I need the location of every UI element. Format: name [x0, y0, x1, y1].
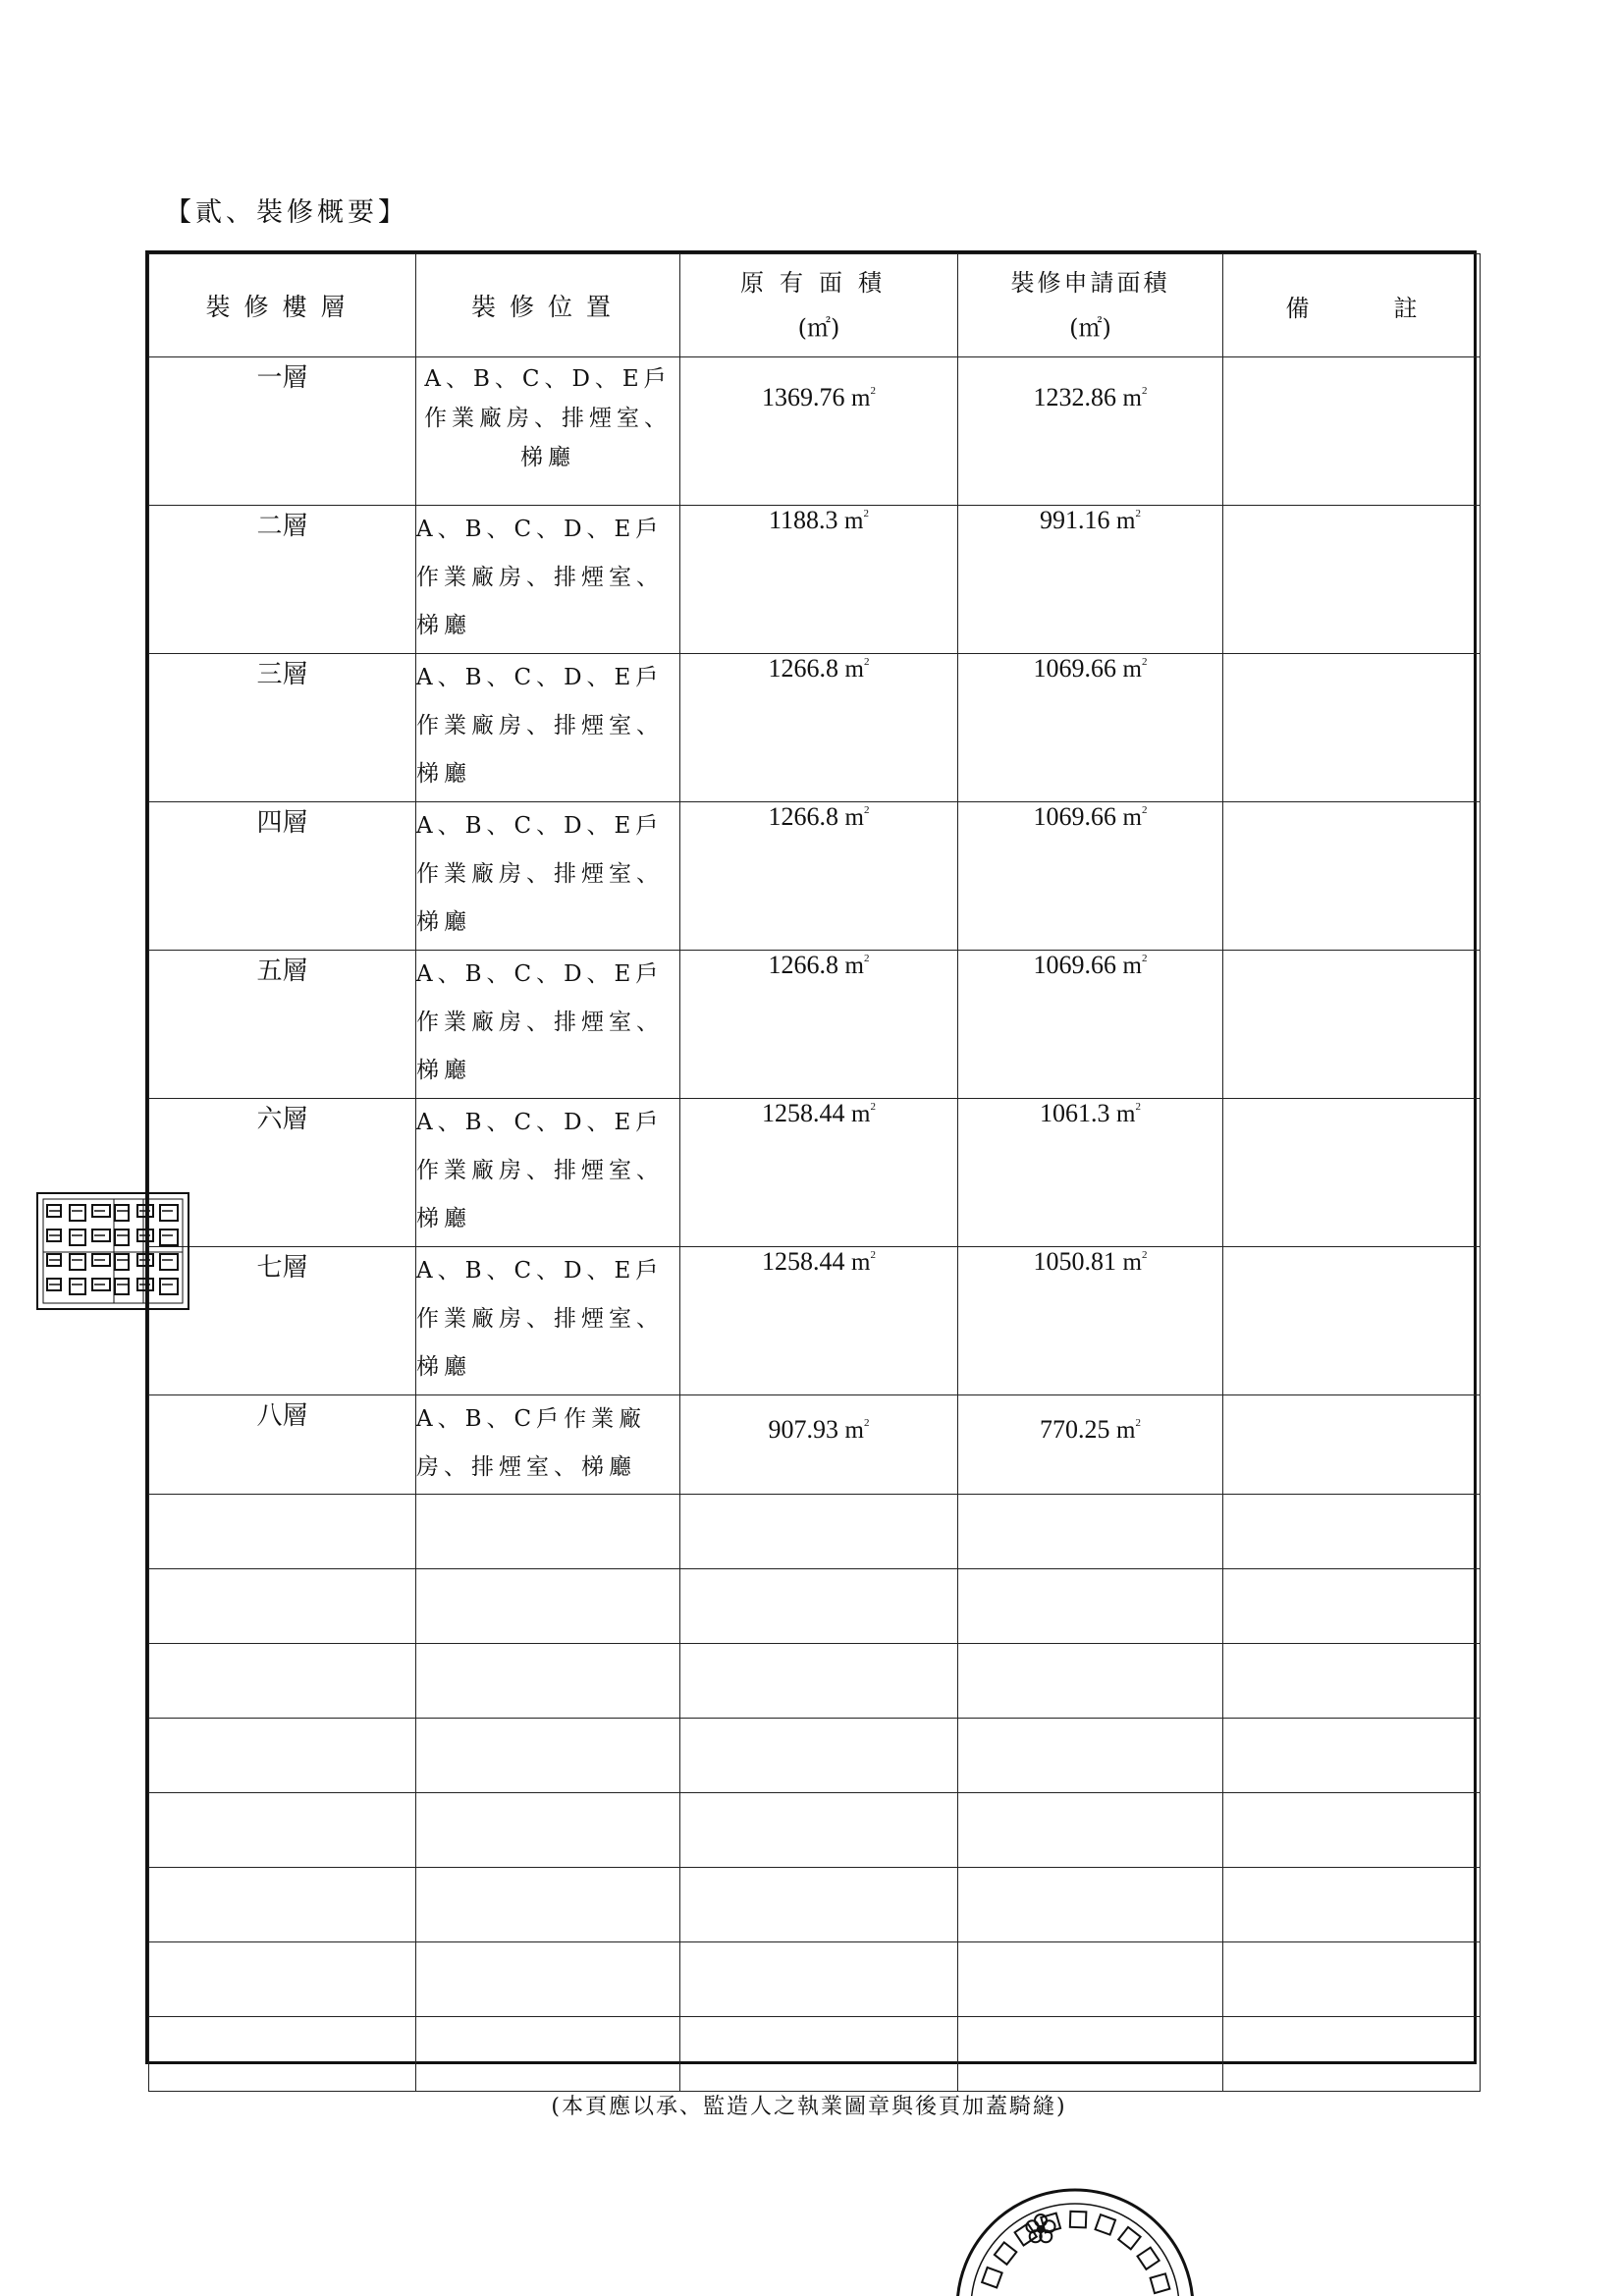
cell-original-area	[680, 1247, 958, 1395]
table-row-empty	[149, 1495, 1481, 1569]
original-area-value: 1266.8	[768, 802, 839, 831]
empty-cell	[416, 2017, 680, 2092]
applied-area-value: 770.25	[1040, 1415, 1110, 1444]
applied-area-value: 1232.86	[1033, 383, 1117, 411]
renovation-summary-table	[145, 250, 1477, 2064]
empty-cell	[1223, 2017, 1481, 2092]
empty-cell	[149, 2017, 416, 2092]
cell-floor: 七層	[149, 1247, 416, 1395]
empty-cell	[680, 1569, 958, 1644]
cell-applied-area	[958, 951, 1223, 1099]
cell-applied-area	[958, 1099, 1223, 1247]
cell-remark	[1223, 654, 1481, 802]
header-applied-area-unit: (㎡)	[1069, 314, 1111, 342]
empty-cell	[416, 1719, 680, 1793]
original-area-value: 1258.44	[762, 1247, 845, 1276]
cell-floor: 八層	[149, 1395, 416, 1495]
cell-location: A、B、C、D、E戶作業廠房、排煙室、梯廳	[416, 1247, 680, 1395]
empty-cell	[680, 1868, 958, 1942]
empty-cell	[149, 1644, 416, 1719]
original-area-value: 907.93	[768, 1415, 839, 1444]
area-unit: $m^2$	[1116, 508, 1141, 534]
cell-floor: 三層	[149, 654, 416, 802]
cell-remark	[1223, 506, 1481, 654]
header-location: 裝修位置	[416, 254, 680, 357]
header-applied-area-label: 裝修申請面積	[1010, 269, 1170, 297]
empty-cell	[416, 1569, 680, 1644]
empty-cell	[1223, 1644, 1481, 1719]
table-row-empty	[149, 2017, 1481, 2092]
cell-remark	[1223, 357, 1481, 506]
table-row-empty	[149, 1644, 1481, 1719]
cell-location: A、B、C戶作業廠房、排煙室、梯廳	[416, 1395, 680, 1495]
area-unit: $m^2$	[1122, 953, 1148, 979]
empty-cell	[680, 1942, 958, 2017]
empty-cell	[1223, 1569, 1481, 1644]
empty-cell	[1223, 1868, 1481, 1942]
original-area-value: 1266.8	[768, 654, 839, 683]
cell-original-area	[680, 802, 958, 951]
cell-original-area	[680, 654, 958, 802]
empty-cell	[958, 1644, 1223, 1719]
cell-original-area	[680, 951, 958, 1099]
area-unit: $m^2$	[1122, 804, 1148, 831]
table-row	[149, 1395, 1481, 1495]
cell-floor: 五層	[149, 951, 416, 1099]
applied-area-value: 1069.66	[1033, 654, 1117, 683]
cell-applied-area	[958, 654, 1223, 802]
empty-cell	[416, 1868, 680, 1942]
area-unit: $m^2$	[844, 1417, 870, 1444]
cell-applied-area	[958, 802, 1223, 951]
cell-applied-area	[958, 1247, 1223, 1395]
header-original-area	[680, 254, 958, 357]
original-area-value: 1266.8	[768, 951, 839, 979]
table-row-empty	[149, 1793, 1481, 1868]
cell-original-area	[680, 1099, 958, 1247]
applied-area-value: 1061.3	[1040, 1099, 1110, 1127]
cell-remark	[1223, 1247, 1481, 1395]
cell-location: A、B、C、D、E戶作業廠房、排煙室、梯廳	[416, 357, 680, 506]
area-unit: $m^2$	[844, 804, 870, 831]
table-row-empty	[149, 1719, 1481, 1793]
empty-cell	[149, 1719, 416, 1793]
empty-cell	[680, 1719, 958, 1793]
empty-cell	[416, 1942, 680, 2017]
empty-cell	[1223, 1942, 1481, 2017]
empty-cell	[680, 1495, 958, 1569]
header-remark-char-2: 註	[1393, 294, 1418, 322]
empty-cell	[958, 1719, 1223, 1793]
original-area-value: 1258.44	[762, 1099, 845, 1127]
empty-cell	[1223, 1719, 1481, 1793]
cell-remark	[1223, 1099, 1481, 1247]
cell-location: A、B、C、D、E戶作業廠房、排煙室、梯廳	[416, 654, 680, 802]
cell-location: A、B、C、D、E戶作業廠房、排煙室、梯廳	[416, 951, 680, 1099]
empty-cell	[149, 1569, 416, 1644]
cell-original-area	[680, 1395, 958, 1495]
empty-cell	[1223, 1793, 1481, 1868]
applied-area-value: 991.16	[1040, 506, 1110, 534]
cell-floor: 四層	[149, 802, 416, 951]
area-unit: $m^2$	[1116, 1101, 1141, 1127]
empty-cell	[416, 1793, 680, 1868]
area-unit: $m^2$	[1122, 385, 1148, 411]
cell-location: A、B、C、D、E戶作業廠房、排煙室、梯廳	[416, 802, 680, 951]
cell-applied-area	[958, 506, 1223, 654]
applied-area-value: 1050.81	[1033, 1247, 1117, 1276]
area-unit: $m^2$	[851, 385, 876, 411]
empty-cell	[149, 1868, 416, 1942]
header-applied-area	[958, 254, 1223, 357]
empty-cell	[680, 1644, 958, 1719]
cell-floor: 一層	[149, 357, 416, 506]
cell-applied-area	[958, 357, 1223, 506]
empty-cell	[958, 1569, 1223, 1644]
table-row	[149, 1099, 1481, 1247]
table-row	[149, 802, 1481, 951]
table-row	[149, 1247, 1481, 1395]
cell-floor: 六層	[149, 1099, 416, 1247]
header-original-area-label: 原有面積	[740, 269, 897, 297]
area-unit: $m^2$	[1122, 656, 1148, 683]
area-unit: $m^2$	[851, 1101, 876, 1127]
original-area-value: 1369.76	[762, 383, 845, 411]
cell-original-area	[680, 506, 958, 654]
area-unit: $m^2$	[851, 1249, 876, 1276]
header-original-area-unit: (㎡)	[797, 314, 840, 342]
area-unit: $m^2$	[844, 656, 870, 683]
seal-left-stamp	[35, 1183, 192, 1316]
cell-location: A、B、C、D、E戶作業廠房、排煙室、梯廳	[416, 1099, 680, 1247]
empty-cell	[149, 1793, 416, 1868]
cell-remark	[1223, 951, 1481, 1099]
area-unit: $m^2$	[1122, 1249, 1148, 1276]
original-area-value: 1188.3	[769, 506, 838, 534]
header-floor: 裝修樓層	[149, 254, 416, 357]
applied-area-value: 1069.66	[1033, 951, 1117, 979]
cell-remark	[1223, 1395, 1481, 1495]
header-remark-char-1: 備	[1285, 294, 1310, 322]
cell-applied-area	[958, 1395, 1223, 1495]
table-row	[149, 357, 1481, 506]
empty-cell	[958, 2017, 1223, 2092]
empty-cell	[1223, 1495, 1481, 1569]
header-remark	[1223, 254, 1481, 357]
section-title: 【貳、裝修概要】	[165, 197, 408, 228]
area-unit: $m^2$	[844, 508, 869, 534]
empty-cell	[958, 1868, 1223, 1942]
table-row	[149, 506, 1481, 654]
cell-location: A、B、C、D、E戶作業廠房、排煙室、梯廳	[416, 506, 680, 654]
table-row-empty	[149, 1942, 1481, 2017]
cell-floor: 二層	[149, 506, 416, 654]
empty-cell	[680, 1793, 958, 1868]
area-unit: $m^2$	[1116, 1417, 1141, 1444]
table-row-empty	[149, 1569, 1481, 1644]
empty-cell	[416, 1495, 680, 1569]
area-unit: $m^2$	[844, 953, 870, 979]
empty-cell	[958, 1942, 1223, 2017]
empty-cell	[958, 1793, 1223, 1868]
cell-remark	[1223, 802, 1481, 951]
applied-area-value: 1069.66	[1033, 802, 1117, 831]
empty-cell	[958, 1495, 1223, 1569]
empty-cell	[149, 1495, 416, 1569]
empty-cell	[149, 1942, 416, 2017]
seal-bottom-stamp	[943, 2160, 1208, 2296]
table-row-empty	[149, 1868, 1481, 1942]
empty-cell	[416, 1644, 680, 1719]
footer-note: (本頁應以承、監造人之執業圖章與後頁加蓋騎縫)	[551, 2095, 1067, 2119]
table-row	[149, 951, 1481, 1099]
empty-cell	[680, 2017, 958, 2092]
table-header-row	[149, 254, 1481, 357]
table-row	[149, 654, 1481, 802]
cell-original-area	[680, 357, 958, 506]
